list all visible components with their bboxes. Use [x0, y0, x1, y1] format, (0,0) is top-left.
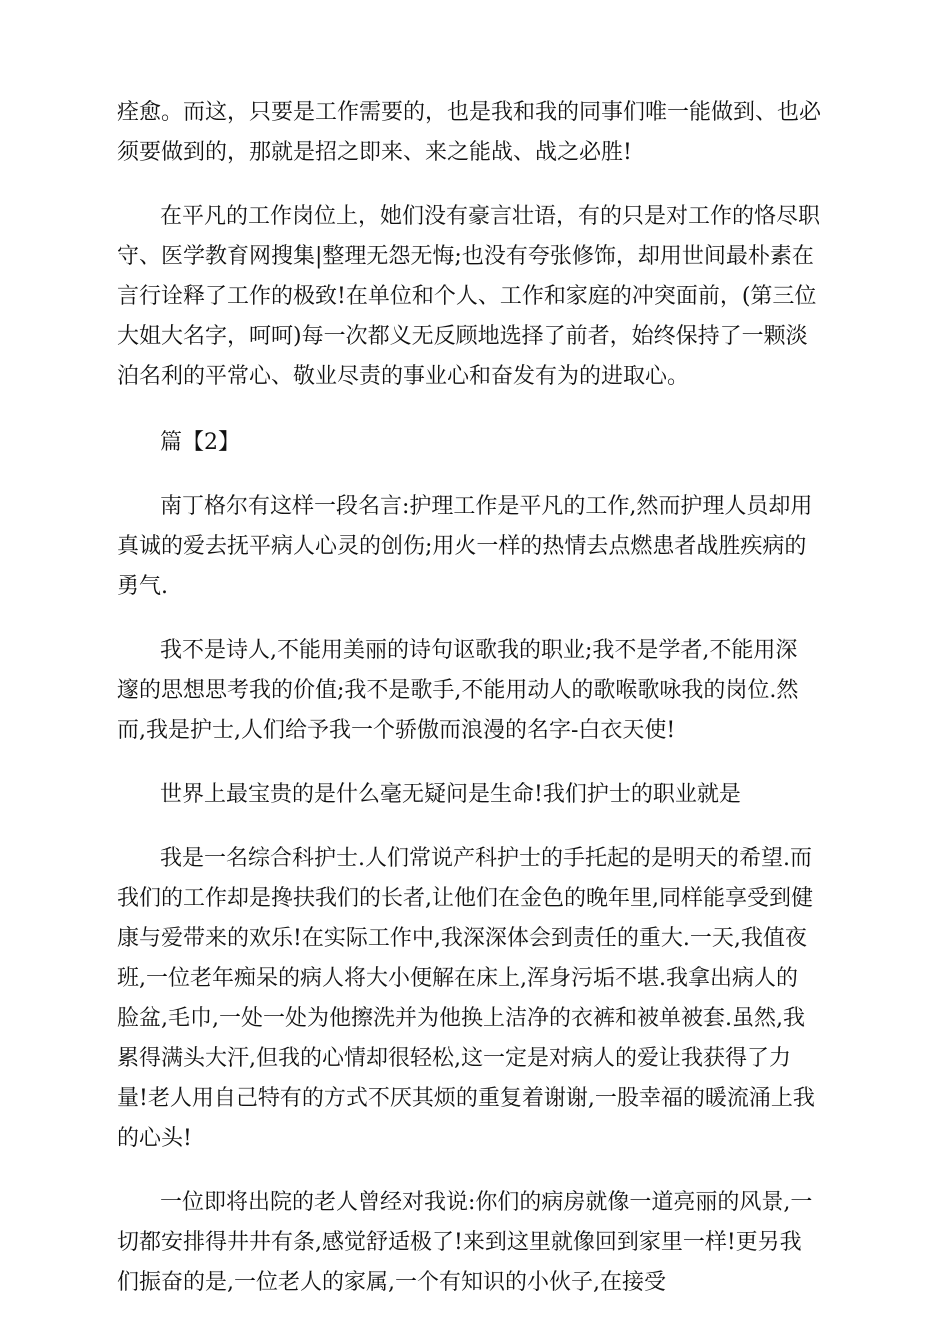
text-line: 们振奋的是,一位老人的家属,一个有知识的小伙子,在接受	[117, 1270, 666, 1295]
text-line: 邃的思想思考我的价值;我不是歌手,不能用动人的歌喉歌咏我的岗位.然	[117, 678, 799, 703]
text-line: 我不是诗人,不能用美丽的诗句讴歌我的职业;我不是学者,不能用深	[160, 638, 798, 663]
text-line: 我是一名综合科护士.人们常说产科护士的手托起的是明天的希望.而	[160, 846, 812, 871]
section-heading: 篇【2】	[160, 430, 240, 455]
text-line: 南丁格尔有这样一段名言:护理工作是平凡的工作,然而护理人员却用	[160, 494, 813, 519]
text-line: 须要做到的，那就是招之即来、来之能战、战之必胜!	[117, 140, 632, 165]
text-line: 勇气.	[117, 574, 168, 599]
text-line: 累得满头大汗,但我的心情却很轻松,这一定是对病人的爱让我获得了力	[117, 1046, 791, 1071]
text-line: 痊愈。而这，只要是工作需要的，也是我和我的同事们唯一能做到、也必	[117, 100, 822, 125]
text-line: 守、医学教育网搜集|整理无怨无悔;也没有夸张修饰，却用世间最朴素在	[117, 244, 814, 269]
text-line: 切都安排得井井有条,感觉舒适极了!来到这里就像回到家里一样!更另我	[117, 1230, 802, 1255]
text-line: 的心头!	[117, 1126, 192, 1151]
text-line: 在平凡的工作岗位上，她们没有豪言壮语，有的只是对工作的恪尽职	[160, 204, 821, 229]
text-line: 班,一位老年痴呆的病人将大小便解在床上,浑身污垢不堪.我拿出病人的	[117, 966, 798, 991]
text-line: 我们的工作却是搀扶我们的长者,让他们在金色的晚年里,同样能享受到健	[117, 886, 813, 911]
text-line: 量!老人用自己特有的方式不厌其烦的重复着谢谢,一股幸福的暖流涌上我	[117, 1086, 815, 1111]
text-line: 康与爱带来的欢乐!在实际工作中,我深深体会到责任的重大.一天,我值夜	[117, 926, 807, 951]
text-line: 而,我是护士,人们给予我一个骄傲而浪漫的名字-白衣天使!	[117, 718, 676, 743]
text-line: 泊名利的平常心、敬业尽责的事业心和奋发有为的进取心。	[117, 364, 690, 389]
text-line: 言行诠释了工作的极致!在单位和个人、工作和家庭的冲突面前，(第三位	[117, 284, 817, 309]
text-line: 一位即将出院的老人曾经对我说:你们的病房就像一道亮丽的风景,一	[160, 1190, 813, 1215]
text-line: 真诚的爱去抚平病人心灵的创伤;用火一样的热情去点燃患者战胜疾病的	[117, 534, 807, 559]
text-line: 脸盆,毛巾,一处一处为他擦洗并为他换上洁净的衣裤和被单被套.虽然,我	[117, 1006, 805, 1031]
text-line: 世界上最宝贵的是什么毫无疑问是生命!我们护士的职业就是	[160, 782, 741, 807]
text-line: 大姐大名字，呵呵)每一次都义无反顾地选择了前者，始终保持了一颗淡	[117, 324, 808, 349]
